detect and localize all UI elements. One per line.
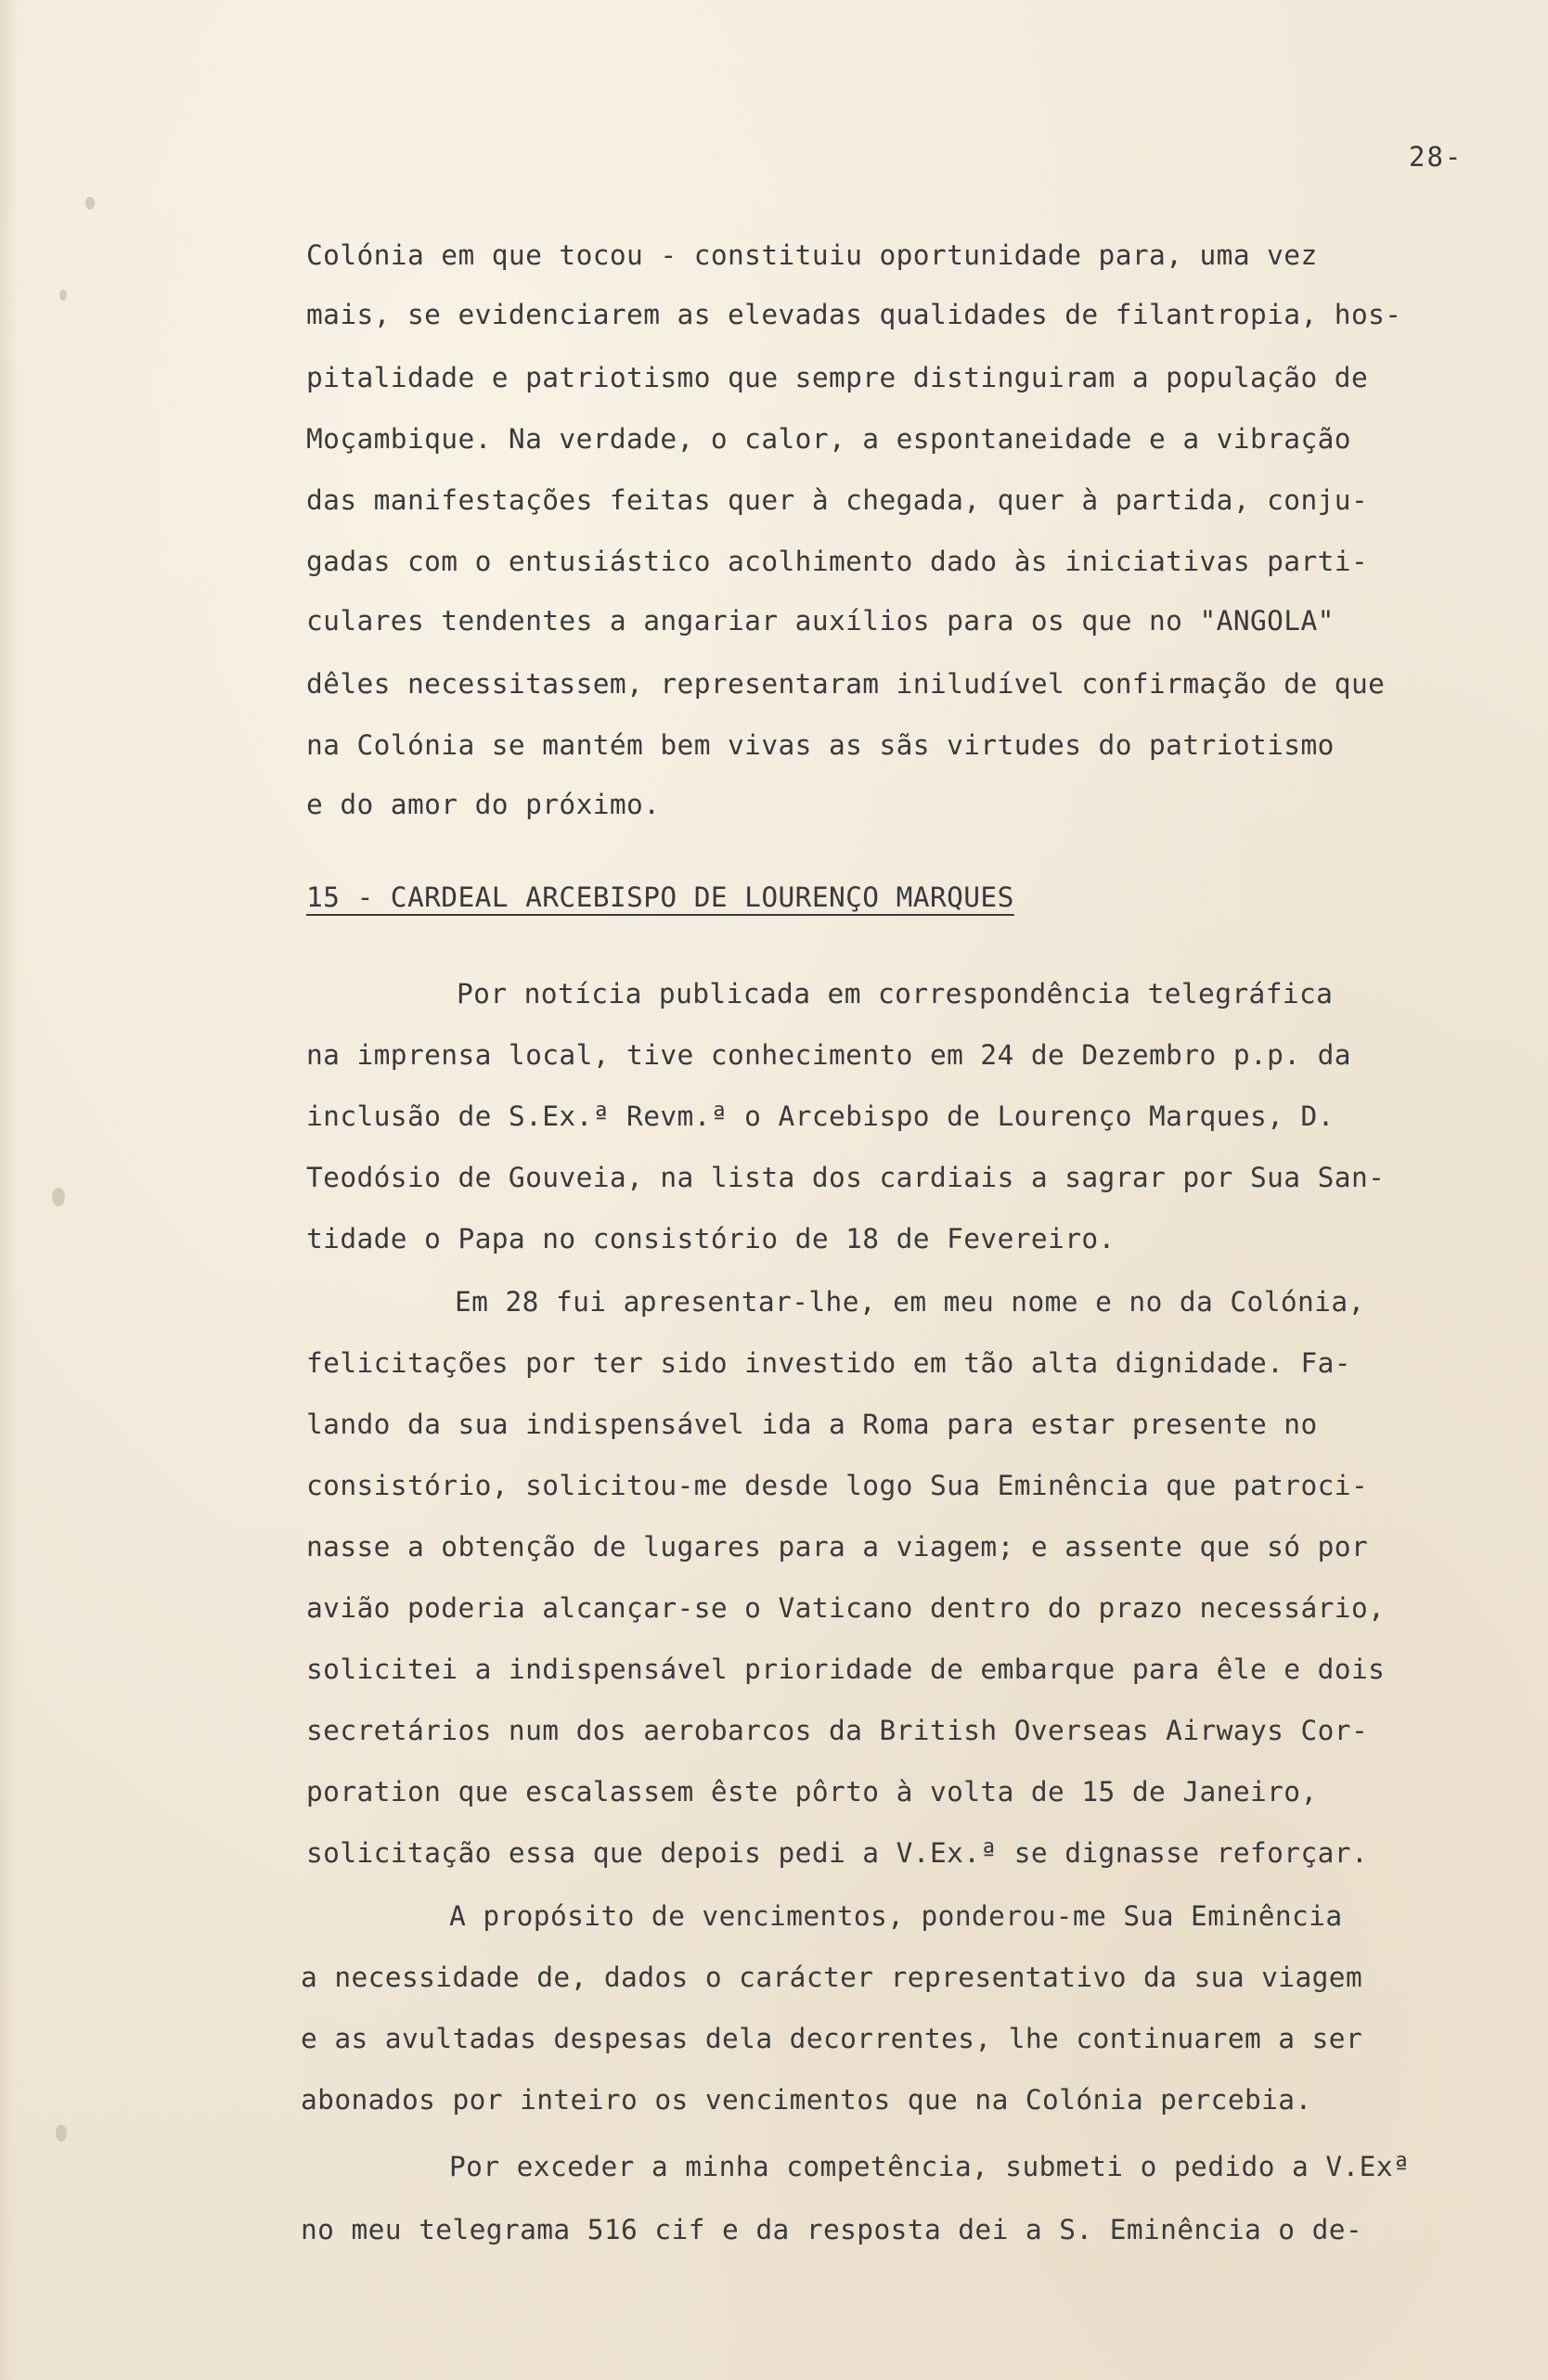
text-line: culares tendentes a angariar auxílios para os que no "ANGOLA" — [306, 605, 1335, 637]
paper-speck — [52, 1188, 65, 1206]
page-number: 28- — [1409, 141, 1464, 173]
text-line: A propósito de vencimentos, ponderou-me Sua Eminência — [449, 1900, 1343, 1932]
page-edge-shadow — [0, 0, 19, 2380]
text-line: solicitei a indispensável prioridade de embarque para êle e dois — [306, 1653, 1386, 1685]
text-line: tidade o Papa no consistório de 18 de Fevereiro. — [306, 1223, 1116, 1254]
text-line: pitalidade e patriotismo que sempre distinguiram a população de — [306, 362, 1369, 393]
text-line: Por notícia publicada em correspondência telegráfica — [457, 978, 1334, 1010]
text-line: lando da sua indispensável ida a Roma para estar presente no — [306, 1409, 1318, 1440]
text-line: no meu telegrama 516 cif e da resposta dei a S. Eminência o de- — [301, 2214, 1363, 2245]
text-line: Em 28 fui apresentar-lhe, em meu nome e no da Colónia, — [455, 1286, 1365, 1318]
text-line: abonados por inteiro os vencimentos que na Colónia percebia. — [301, 2084, 1312, 2116]
text-line: na Colónia se mantém bem vivas as sãs virtudes do patriotismo — [306, 729, 1335, 761]
paper-speck — [85, 197, 95, 210]
text-line: solicitação essa que depois pedi a V.Ex.ª se dignasse reforçar. — [306, 1837, 1369, 1869]
text-line: gadas com o entusiástico acolhimento dado às iniciativas parti- — [306, 546, 1369, 577]
text-line: Moçambique. Na verdade, o calor, a espontaneidade e a vibração — [306, 423, 1351, 455]
text-line: a necessidade de, dados o carácter representativo da sua viagem — [301, 1962, 1363, 1993]
text-line: Por exceder a minha competência, submeti o pedido a V.Exª — [449, 2151, 1411, 2182]
text-line: consistório, solicitou-me desde logo Sua Eminência que patroci- — [306, 1470, 1369, 1501]
paper-speck — [59, 289, 67, 301]
text-line: poration que escalassem êste pôrto à volta de 15 de Janeiro, — [306, 1776, 1318, 1808]
text-line: Teodósio de Gouveia, na lista dos cardiais a sagrar por Sua San- — [306, 1162, 1386, 1193]
text-line: mais, se evidenciarem as elevadas qualidades de filantropia, hos- — [306, 299, 1402, 330]
text-line: secretários num dos aerobarcos da British Overseas Airways Cor- — [306, 1715, 1369, 1746]
text-line: felicitações por ter sido investido em tão alta dignidade. Fa- — [306, 1347, 1351, 1379]
section-heading: 15 - CARDEAL ARCEBISPO DE LOURENÇO MARQUES — [306, 881, 1014, 913]
text-line: avião poderia alcançar-se o Vaticano dentro do prazo necessário, — [306, 1592, 1386, 1624]
text-line: dêles necessitassem, representaram iniludível confirmação de que — [306, 668, 1386, 700]
text-line: e as avultadas despesas dela decorrentes, lhe continuarem a ser — [301, 2023, 1363, 2054]
text-line: nasse a obtenção de lugares para a viagem; e assente que só por — [306, 1531, 1369, 1563]
text-line: na imprensa local, tive conhecimento em 24 de Dezembro p.p. da — [306, 1039, 1351, 1071]
text-line: inclusão de S.Ex.ª Revm.ª o Arcebispo de Lourenço Marques, D. — [306, 1100, 1335, 1132]
text-line: e do amor do próximo. — [306, 789, 661, 820]
text-line: das manifestações feitas quer à chegada, quer à partida, conju- — [306, 484, 1369, 516]
paper-speck — [56, 2125, 67, 2142]
text-line: Colónia em que tocou - constituiu oportunidade para, uma vez — [306, 239, 1318, 271]
